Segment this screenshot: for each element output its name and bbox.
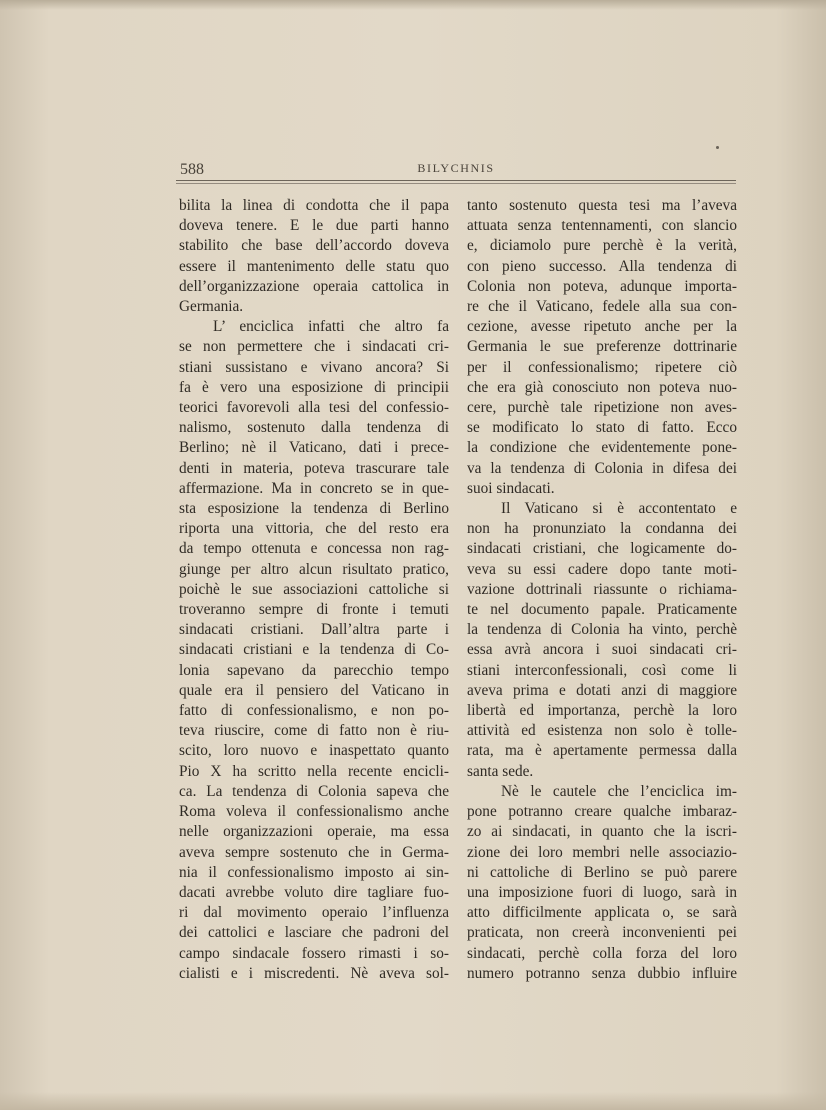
text-line: nelle organizzazioni operaie, ma essa — [179, 823, 449, 841]
left-text-column — [179, 196, 449, 984]
text-line: santa sede. — [467, 762, 534, 780]
text-line: essere il mantenimento delle statu quo — [179, 257, 449, 275]
text-line: se modificato lo stato di fatto. Ecco — [467, 419, 737, 437]
running-title: BILYCHNIS — [417, 161, 495, 175]
text-line: attività ed esistenza non solo è tolle- — [467, 722, 737, 740]
text-line: denti in materia, poteva trascurare tale — [179, 459, 449, 477]
text-line: che era già conosciuto non poteva nuo- — [467, 378, 737, 396]
text-line: rata, ma è apertamente permessa dalla — [467, 742, 737, 760]
text-line: sindacati cristiani. Dall’altra parte i — [179, 621, 449, 639]
text-line: da tempo ottenuta e concessa non rag- — [179, 540, 449, 558]
text-line: bilita la linea di condotta che il papa — [179, 197, 449, 214]
text-line: se non permettere che i sindacati cri- — [179, 338, 449, 356]
text-line: fa è vero una esposizione di principii — [179, 378, 449, 396]
text-line: dacati avrebbe voluto dire tagliare fuo- — [179, 883, 449, 901]
text-line: veva su essi cadere dopo tante moti- — [467, 560, 737, 578]
header-rule — [176, 180, 736, 181]
text-line: stabilito che base dell’accordo doveva — [179, 237, 449, 255]
text-line: fatto di confessionalismo, e non po- — [179, 702, 449, 720]
text-line: va la tendenza di Colonia in difesa dei — [467, 459, 737, 477]
text-line: L’ enciclica infatti che altro fa — [213, 318, 449, 336]
text-line: troveranno sempre di fronte i temuti — [179, 601, 449, 619]
text-line: riporta una vittoria, che del resto era — [179, 520, 449, 538]
text-line: te nel documento papale. Praticamente — [467, 601, 737, 619]
text-line: poichè le sue associazioni cattoliche si — [179, 580, 449, 598]
text-line: tanto sostenuto questa tesi ma l’aveva — [467, 197, 737, 214]
text-line: Nè le cautele che l’enciclica im- — [501, 782, 737, 800]
text-line: Germania. — [179, 298, 244, 316]
text-line: numero potranno senza dubbio influire — [467, 964, 737, 982]
text-line: la condizione che evidentemente pone- — [467, 439, 737, 457]
text-line: non ha pronunziato la condanna dei — [467, 520, 737, 538]
text-line: e, diciamolo pure perchè è la verità, — [467, 237, 737, 255]
text-line: ca. La tendenza di Colonia sapeva che — [179, 782, 449, 800]
text-line: atto difficilmente applicata o, se sarà — [467, 904, 737, 922]
text-line: sindacati cristiani e la tendenza di Co- — [179, 641, 449, 659]
text-line: essa avrà ancora i suoi sindacati cri- — [467, 641, 737, 659]
text-line: sindacati, perchè colla forza del loro — [467, 944, 737, 962]
text-line: sta esposizione la tendenza di Berlino — [179, 500, 449, 518]
text-line: la tendenza di Colonia ha vinto, perchè — [467, 621, 737, 639]
text-line: Il Vaticano si è accontentato e — [501, 500, 737, 518]
text-line: vazione dottrinali riassunte o richiama- — [467, 580, 737, 598]
text-line: pone potranno creare qualche imbaraz- — [467, 803, 737, 821]
text-line: con pieno successo. Alla tendenza di — [467, 257, 737, 275]
text-line: scito, loro nuovo e inaspettato quanto — [179, 742, 449, 760]
text-line: stiani interconfessionali, così come li — [467, 661, 737, 679]
text-line: re che il Vaticano, fedele alla sua con- — [467, 298, 737, 316]
right-text-column — [467, 196, 737, 984]
text-line: zione dei loro membri nelle associazio- — [467, 843, 737, 861]
text-line: cezione, avesse ripetuto anche per la — [467, 318, 737, 336]
text-line: Germania le sue preferenze dottrinarie — [467, 338, 737, 356]
paper-speck — [716, 146, 719, 149]
text-line: teva riuscire, come di fatto non è riu- — [179, 722, 449, 740]
text-line: praticata, non creerà inconvenienti pei — [467, 924, 737, 942]
text-line: zo ai sindacati, in quanto che la iscri- — [467, 823, 737, 841]
text-line: lonia sapevano da parecchio tempo — [179, 661, 449, 679]
text-line: teorici favorevoli alla tesi del confessio- — [179, 399, 449, 417]
text-line: ri dal movimento operaio l’influenza — [179, 904, 449, 922]
text-line: Berlino; nè il Vaticano, dati i prece- — [179, 439, 449, 457]
text-line: Roma voleva il confessionalismo anche — [179, 803, 449, 821]
page-header — [176, 158, 736, 184]
text-line: attuata senza tentennamenti, con slancio — [467, 217, 737, 235]
text-line: per il confessionalismo; ripetere ciò — [467, 358, 737, 376]
text-line: dell’organizzazione operaia cattolica in — [179, 277, 449, 295]
text-line: nalismo, sostenuto dalla tendenza di — [179, 419, 449, 437]
text-line: dei cattolici e lasciare che padroni del — [179, 924, 449, 942]
text-line: cialisti e i miscredenti. Nè aveva sol- — [179, 964, 449, 982]
text-line: aveva prima e dotati anzi di maggiore — [467, 681, 737, 699]
text-line: campo sindacale fossero rimasti i so- — [179, 944, 449, 962]
header-rule-secondary — [176, 183, 736, 184]
text-line: nia il confessionalismo imposto ai sin- — [179, 863, 449, 881]
text-line: stiani sussistano e vivano ancora? Si — [179, 358, 449, 376]
text-line: libertà ed importanza, perchè la loro — [467, 702, 737, 720]
text-line: una imposizione fuori di luogo, sarà in — [467, 883, 737, 901]
text-line: Pio X ha scritto nella recente encicli- — [179, 762, 449, 780]
text-line: doveva tenere. E le due parti hanno — [179, 217, 449, 235]
text-line: sindacati cristiani, che logicamente do- — [467, 540, 737, 558]
text-line: quale era il pensiero del Vaticano in — [179, 681, 449, 699]
text-line: Colonia non poteva, adunque importa- — [467, 277, 737, 295]
text-line: giunge per altro alcun risultato pratico, — [179, 560, 449, 578]
text-line: suoi sindacati. — [467, 479, 555, 497]
text-line: aveva sempre sostenuto che in Germa- — [179, 843, 449, 861]
text-line: affermazione. Ma in concreto se in que- — [179, 479, 449, 497]
text-line: ni cattoliche di Berlino se può parere — [467, 863, 737, 881]
page-number: 588 — [180, 161, 204, 178]
text-line: cere, purchè tale ripetizione non aves- — [467, 399, 737, 417]
